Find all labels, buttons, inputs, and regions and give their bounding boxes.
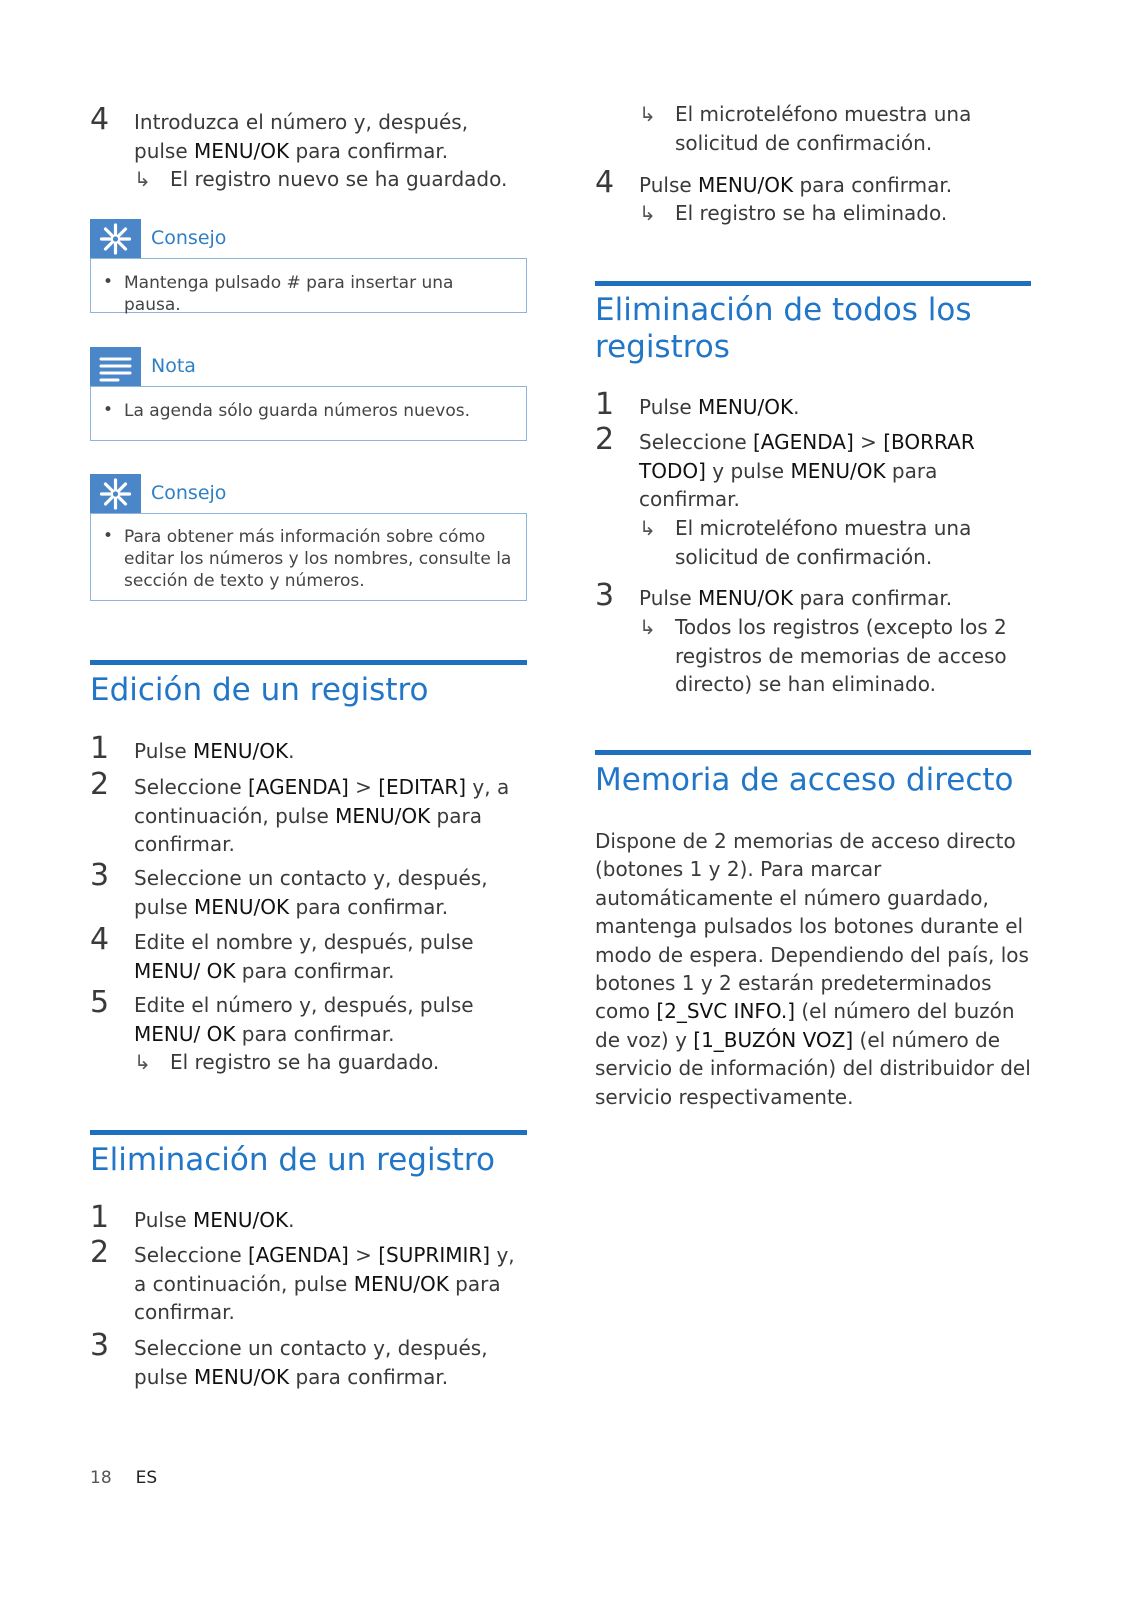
step-result: ↳ El registro nuevo se ha guardado. (134, 165, 527, 194)
step-result: ↳ El registro se ha eliminado. (639, 199, 1031, 228)
keyword: MENU/ OK (134, 1021, 236, 1046)
page-number: 18 (90, 1468, 112, 1488)
step-text: Pulse MENU/OK. (639, 395, 800, 419)
keyword: [AGENDA] (247, 775, 349, 799)
note-lines-icon (90, 347, 141, 387)
step-text: Pulse MENU/OK. (134, 739, 295, 763)
keyword: [EDITAR] (378, 775, 467, 799)
keyword: [AGENDA] (752, 430, 854, 454)
arrow-result-icon: ↳ (639, 615, 656, 639)
keyword: MENU/OK (193, 1208, 289, 1232)
section-title: Eliminación de todos los registros (595, 292, 972, 365)
step-result: ↳ El microteléfono muestra una solicitud de confirmación. (639, 516, 972, 569)
arrow-result-icon: ↳ (639, 201, 656, 225)
step-result: ↳ El microteléfono muestra una solicitud de confirmación. (639, 102, 972, 155)
keyword: MENU/OK (194, 138, 290, 163)
step-text: Pulse MENU/OK. (134, 1208, 295, 1232)
tip-box (90, 258, 527, 313)
note-box (90, 386, 527, 441)
step-number: 2 (90, 767, 110, 802)
tip-text: Mantenga pulsado # para insertar una pausa. (124, 273, 454, 315)
keyword: MENU/ OK (134, 958, 236, 983)
tip-header (90, 219, 527, 259)
step-number: 2 (595, 422, 615, 457)
note-text: La agenda sólo guarda números nuevos. (124, 401, 470, 421)
step-text: Seleccione [AGENDA] > [SUPRIMIR] y, a continuación, pulse MENU/OK para confirmar. (134, 1243, 515, 1324)
keyword: MENU/OK (698, 395, 794, 419)
step-number: 3 (595, 578, 615, 613)
step-number: 5 (90, 985, 110, 1020)
keyword: [2_SVC INFO.] (656, 999, 795, 1024)
section-title: Eliminación de un registro (90, 1142, 495, 1178)
keyword: [SUPRIMIR] (378, 1243, 491, 1267)
keyword: [AGENDA] (247, 1243, 349, 1267)
tip-title: Consejo (151, 482, 227, 504)
keyword: [BORRAR TODO] (639, 430, 975, 483)
keyword: MENU/OK (335, 803, 431, 828)
keyword: MENU/OK (193, 739, 289, 763)
section-title: Edición de un registro (90, 672, 429, 708)
section-title: Memoria de acceso directo (595, 762, 1014, 798)
bullet: • (103, 272, 114, 292)
step-number: 3 (90, 1328, 110, 1363)
note-header (90, 347, 527, 387)
step-number: 4 (90, 922, 110, 957)
step-result: ↳ El registro se ha guardado. (134, 1048, 527, 1077)
arrow-result-icon: ↳ (134, 1050, 151, 1074)
section-rule (90, 1130, 527, 1135)
tip-title: Consejo (151, 227, 227, 249)
tip-box (90, 513, 527, 601)
step-text: Seleccione [AGENDA] > [EDITAR] y, a continuación, pulse MENU/OK para confirmar. (134, 775, 510, 856)
step-number: 4 (595, 165, 615, 200)
keyword: [1_BUZÓN VOZ] (693, 1027, 854, 1052)
tip-asterisk-icon (90, 219, 141, 259)
step-text: Pulse MENU/OK para confirmar. (639, 586, 953, 610)
step-text: Edite el nombre y, después, pulse MENU/ OK para confirmar. (134, 930, 474, 983)
arrow-result-icon: ↳ (639, 516, 656, 540)
keyword: MENU/OK (698, 173, 794, 197)
bullet: • (103, 400, 114, 420)
step-text: Introduzca el número y, después, pulse MENU/OK para confirmar. (134, 110, 469, 163)
paragraph: Dispone de 2 memorias de acceso directo (botones 1 y 2). Para marcar automáticamente el número guardado, mantenga pulsados los botones durante el modo de espera. Dependiendo del país, los botones 1 y 2 estarán predeterminados como [2_SVC INFO.] (el número del buzón de voz) y [1_BUZÓN VOZ] (el número de servicio de información) del distribuidor del servicio respectivamente. (595, 829, 1031, 1109)
keyword: MENU/OK (353, 1271, 449, 1296)
keyword: MENU/OK (194, 1364, 290, 1389)
keyword: MENU/OK (194, 894, 290, 919)
section-rule (595, 750, 1031, 755)
page-footer (90, 1468, 157, 1488)
step-number: 1 (90, 731, 110, 766)
language-code: ES (135, 1468, 158, 1488)
step-text: Edite el número y, después, pulse MENU/ OK para confirmar. (134, 993, 474, 1046)
step-text: Seleccione [AGENDA] > [BORRAR TODO] y pulse MENU/OK para confirmar. (639, 430, 975, 511)
step-number: 1 (90, 1200, 110, 1235)
tip-asterisk-icon (90, 474, 141, 514)
step-number: 1 (595, 387, 615, 422)
step-result: ↳ Todos los registros (excepto los 2 registros de memorias de acceso directo) se han eliminado. (639, 615, 1007, 696)
keyword: MENU/OK (790, 458, 886, 483)
bullet: • (103, 526, 114, 546)
section-rule (90, 660, 527, 665)
tip-header (90, 474, 527, 514)
step-number: 2 (90, 1235, 110, 1270)
arrow-result-icon: ↳ (639, 102, 656, 126)
step-text: Pulse MENU/OK para confirmar. (639, 173, 953, 197)
tip-text: Para obtener más información sobre cómo editar los números y los nombres, consulte la sección de texto y números. (124, 527, 512, 591)
keyword: MENU/OK (698, 586, 794, 610)
step-number: 3 (90, 858, 110, 893)
step-text: Seleccione un contacto y, después, pulse MENU/OK para confirmar. (134, 866, 488, 919)
step-text: Seleccione un contacto y, después, pulse MENU/OK para confirmar. (134, 1336, 488, 1389)
section-rule (595, 281, 1031, 286)
arrow-result-icon: ↳ (134, 167, 151, 191)
step-number: 4 (90, 102, 110, 137)
note-title: Nota (151, 355, 196, 377)
